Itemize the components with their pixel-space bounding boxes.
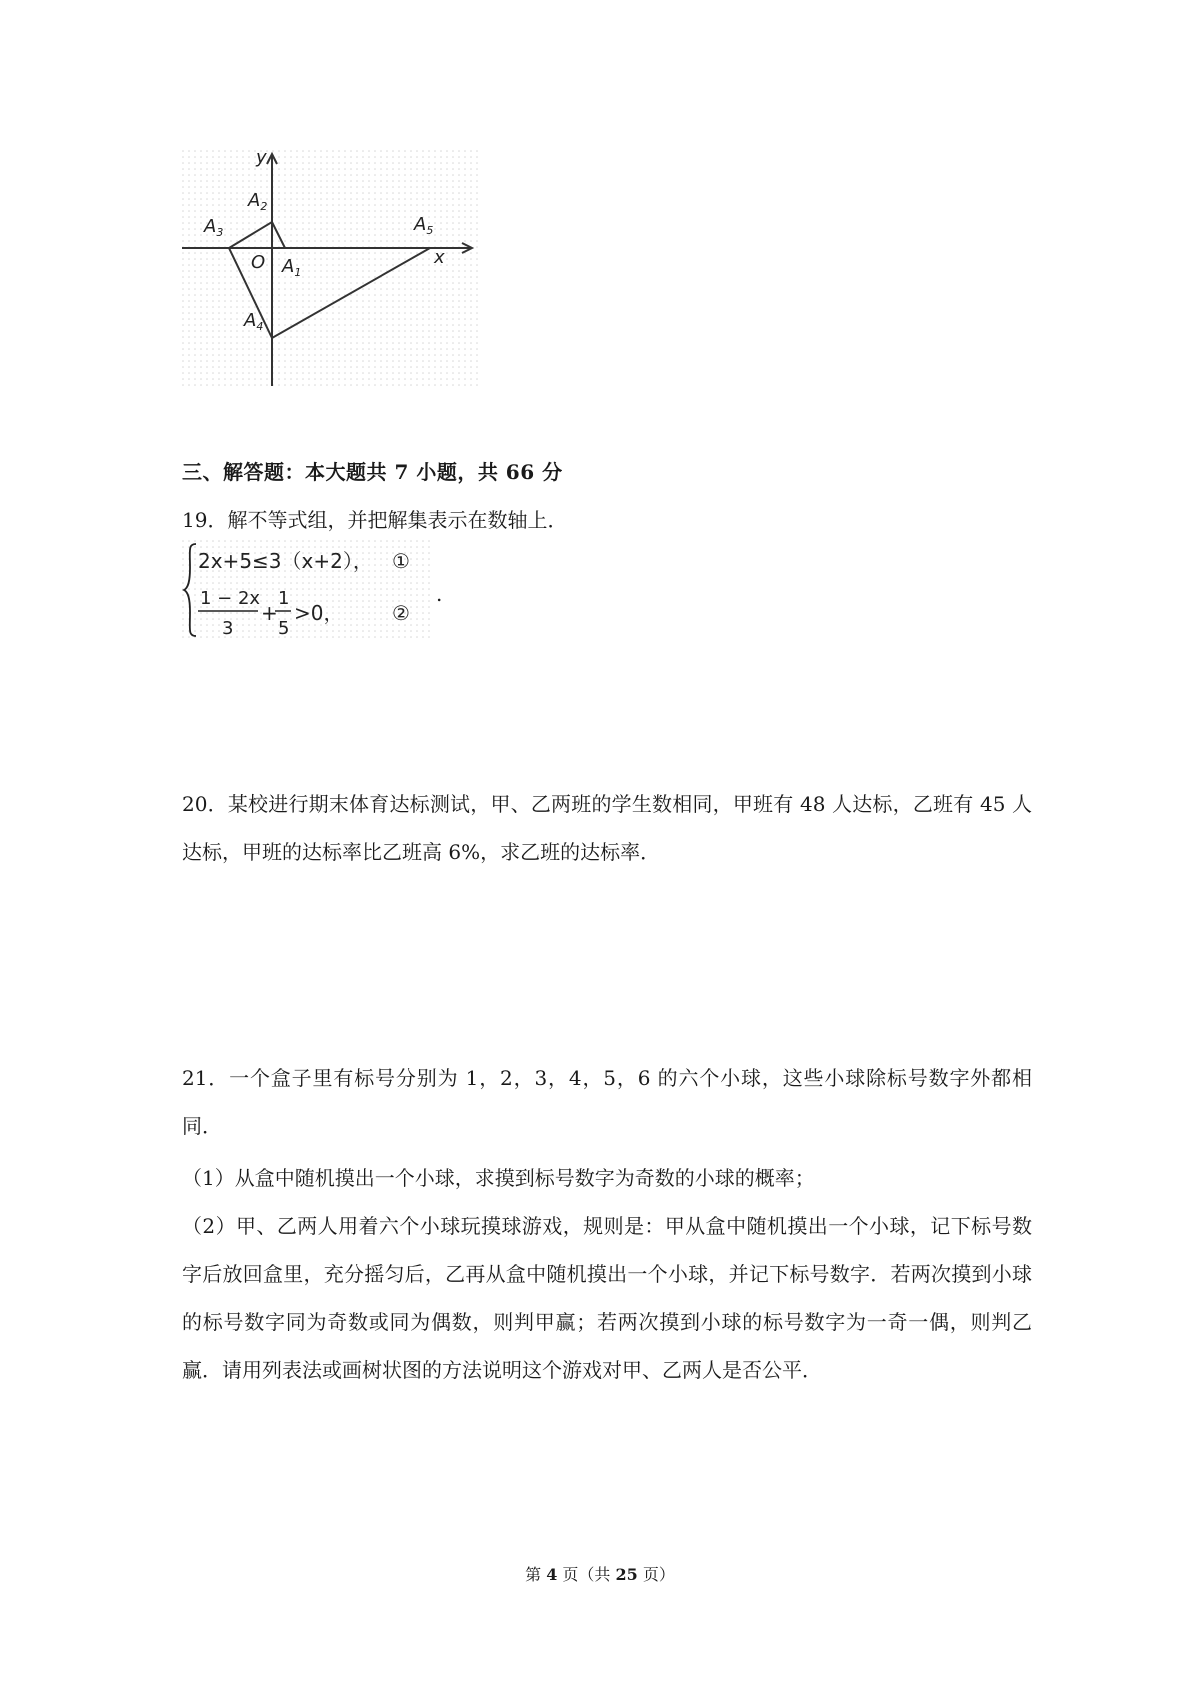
- fraction-1-denominator: 3: [222, 618, 234, 639]
- inequality-1: 2x+5≤3（x+2），: [198, 549, 373, 573]
- inequality-system: [182, 540, 432, 640]
- point-label-a3: $A_3$: [204, 216, 224, 239]
- question-19-text: 19．解不等式组，并把解集表示在数轴上．: [182, 508, 568, 532]
- point-label-a1: $A_1$: [282, 256, 302, 279]
- plus-sign: +: [261, 601, 278, 625]
- grid-background: [182, 150, 482, 390]
- inequality-2-tail: >0，: [294, 601, 344, 625]
- footer-middle: 页（共: [562, 1565, 611, 1584]
- question-21-text: 21．一个盒子里有标号分别为 1，2，3，4，5，6 的六个小球，这些小球除标号数字外都相同．: [182, 1066, 1032, 1138]
- question-21-part-1: （1）从盒中随机摸出一个小球，求摸到标号数字为奇数的小球的概率；: [182, 1166, 815, 1190]
- origin-label: O: [251, 252, 266, 273]
- section-heading: 三、解答题：本大题共 7 小题，共 66 分: [182, 460, 563, 484]
- point-label-a5: $A_5$: [414, 214, 434, 237]
- page-footer: [0, 1562, 1200, 1585]
- fraction-2-numerator: 1: [278, 588, 290, 609]
- system-period: .: [436, 582, 443, 606]
- fraction-2-denominator: 5: [278, 618, 290, 639]
- footer-page-number: 4: [546, 1565, 558, 1584]
- footer-prefix: 第: [525, 1565, 542, 1584]
- footer-total-pages: 25: [615, 1565, 638, 1584]
- footer-suffix: 页）: [642, 1565, 675, 1584]
- question-21-part-2: （2）甲、乙两人用着六个小球玩摸球游戏，规则是：甲从盒中随机摸出一个小球，记下标号数字后放回盒里，充分摇匀后，乙再从盒中随机摸出一个小球，并记下标号数字．若两次摸到小球的标号数字同为奇数或同为偶数，则判甲赢；若两次摸到小球的标号数字为一奇一偶，则判乙赢．请用列表法或画树状图的方法说明这个游戏对甲、乙两人是否公平．: [182, 1214, 1032, 1382]
- x-axis-label: x: [434, 247, 445, 268]
- point-label-a4: $A_4$: [244, 310, 264, 333]
- point-label-a2: $A_2$: [248, 190, 268, 213]
- inequality-1-marker: ①: [392, 549, 410, 573]
- y-axis-label: y: [256, 150, 267, 168]
- fraction-1-numerator: 1 − 2x: [200, 588, 261, 609]
- coordinate-figure: [182, 150, 482, 390]
- question-20-text: 20．某校进行期末体育达标测试，甲、乙两班的学生数相同，甲班有 48 人达标，乙班有 45 人达标，甲班的达标率比乙班高 6%，求乙班的达标率．: [182, 792, 1032, 864]
- inequality-2-marker: ②: [392, 601, 410, 625]
